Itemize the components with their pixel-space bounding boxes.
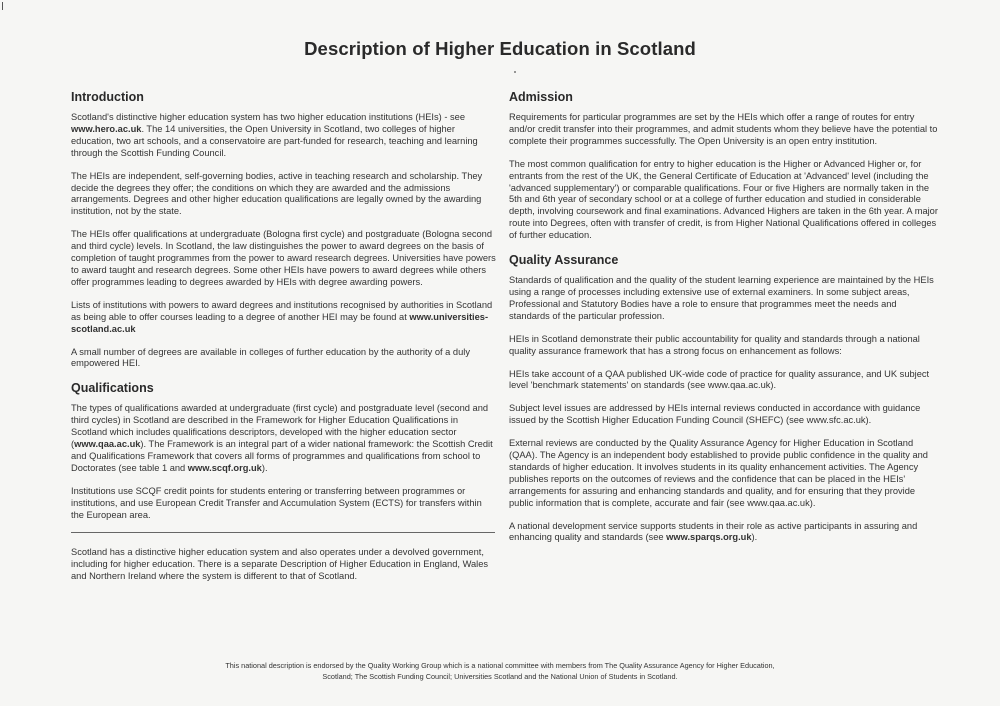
sparqs-link: www.sparqs.org.uk	[666, 532, 752, 543]
introduction-paragraph-3: The HEIs offer qualifications at undergraduate (Bologna first cycle) and postgraduate (Bologna second and third cycle) levels. In Scotland, the law distinguishes the power to award degrees on the basis of completion of taught programmes from the power to award research degrees. Universities have powers to award taught and research degrees. Some other HEIs have powers to award degrees while others offer programmes leading to degrees awarded by HEIs with degree awarding powers.	[71, 229, 496, 287]
text-run: ).	[261, 462, 268, 473]
text-run: ).	[751, 532, 758, 543]
qualifications-paragraph-1	[71, 403, 496, 474]
introduction-section	[71, 90, 496, 370]
universities-scotland-link: www.universities-scotland.ac.uk	[71, 311, 489, 334]
left-column	[71, 90, 496, 594]
quality-assurance-section	[509, 253, 939, 544]
scqf-link: www.scqf.org.uk	[187, 462, 262, 473]
quality-assurance-heading: Quality Assurance	[509, 253, 619, 268]
footer-line-2: Scotland; The Scottish Funding Council; Universities Scotland and the National Union of Students in Scotland.	[322, 671, 678, 681]
introduction-paragraph-4	[71, 300, 496, 336]
devolved-note: Scotland has a distinctive higher education system and also operates under a devolved government, including for higher education. There is a separate Description of Higher Education in England, Wales and Northern Ireland where the system is different to that of Scotland.	[71, 547, 489, 582]
admission-paragraph-2: The most common qualification for entry to higher education is the Higher or Advanced Higher or, for entrants from the rest of the UK, the General Certificate of Education at 'Advanced' level (including the 'advanced supplementary') or comparable qualifications. Four or five Highers are normally taken in the 5th and 6th year of secondary school or at a college of further education and studied in considerable depth, involving coursework and final examinations. Advanced Highers are taken in the 6th year. A major route into Degrees, often with transfer of credit, is from Higher National Qualifications offered in colleges of further education.	[509, 158, 938, 241]
quality-paragraph-6	[509, 521, 939, 545]
introduction-paragraph-2: The HEIs are independent, self-governing bodies, active in teaching research and scholarship. They decide the degrees they offer; the conditions on which they are awarded and the admissions arrangements. Degrees and other higher education qualifications are legally owned by the awarding institution, not by the state.	[71, 170, 483, 217]
qualifications-section	[71, 381, 496, 521]
admission-heading: Admission	[509, 90, 573, 104]
text-run: . The 14 universities, the Open University in Scotland, two colleges of higher education, two art schools, and a conservatoire are part-funded for research, teaching and learning through the Scottish Funding Council.	[71, 123, 478, 158]
right-column	[509, 90, 939, 555]
text-run: ). The Framework is an integral part of a wider national framework: the Scottish Credit and Qualifications Framework that covers all forms of programmes and qualifications from school to Doctorates (see table 1 and	[71, 439, 493, 473]
introduction-paragraph-5: A small number of degrees are available in colleges of further education by the authority of a duly empowered HEI.	[71, 346, 470, 369]
introduction-paragraph-1	[71, 112, 496, 160]
introduction-heading: Introduction	[71, 90, 144, 104]
text-run: Scotland's distinctive higher education system has two higher education institutions (HEIs) - see	[71, 112, 465, 122]
scan-mark	[2, 2, 3, 10]
footer-line-1: This national description is endorsed by the Quality Working Group which is a national committee with members from The Quality Assurance Agency for Higher Education,	[225, 661, 775, 670]
text-run: A national development service supports students in their role as active participants in assuring and enhancing quality and standards (see	[509, 520, 918, 543]
qualifications-paragraph-2: Institutions use SCQF credit points for students entering or transferring between programmes or institutions, and use European Credit Transfer and Accumulation System (ECTS) for transfers within the European area.	[71, 485, 482, 520]
quality-paragraph-4: Subject level issues are addressed by HEIs internal reviews conducted in accordance with guidance issued by the Scottish Higher Education Funding Council (SHEFC) (see www.sfc.ac.uk).	[509, 403, 921, 426]
qaa-link: www.qaa.ac.uk	[74, 439, 141, 450]
page-title: Description of Higher Education in Scotland	[304, 38, 696, 59]
admission-paragraph-1: Requirements for particular programmes are set by the HEIs which offer a range of routes for entry and/or credit transfer into their programmes, and admit students whom they believe have the potential to complete their programmes successfully. The Open University is an open entry institution.	[509, 112, 938, 146]
quality-paragraph-5: External reviews are conducted by the Quality Assurance Agency for Higher Education in Scotland (QAA). The Agency is an independent body established to provide public confidence in the quality and standards of higher education. It involves students in its quality enhancement activities. The Agency publishes reports on the outcomes of reviews and the confidence that can be placed in the HEIs' arrangements for assuring and enhancing standards and quality, and for ensuring that they provide public information that is complete, accurate and fair (see www.qaa.ac.uk).	[509, 438, 928, 508]
divider	[71, 532, 495, 533]
admission-section	[509, 90, 939, 242]
quality-paragraph-2: HEIs in Scotland demonstrate their public accountability for quality and standards through a national quality assurance framework that has a strong focus on enhancement as follows:	[509, 333, 920, 356]
qualifications-heading: Qualifications	[71, 381, 154, 396]
text-run: The types of qualifications awarded at undergraduate (first cycle) and postgraduate level (second and third cycles) in Scotland are described in the Framework for Higher Education Qualifications in Scotland which includes qualifications descriptors, developed with the higher education sector (	[71, 403, 489, 450]
text-run: Lists of institutions with powers to award degrees and institutions recognised by authorities in Scotland as being able to offer courses leading to a degree of another HEI may be found at	[71, 299, 493, 322]
quality-paragraph-3: HEIs take account of a QAA published UK-wide code of practice for quality assurance, and UK subject level 'benchmark statements' on standards (see www.qaa.ac.uk).	[509, 368, 930, 391]
footer-note	[0, 661, 1000, 682]
hero-link: www.hero.ac.uk	[71, 123, 142, 134]
scan-dot	[514, 71, 516, 73]
quality-paragraph-1: Standards of qualification and the quality of the student learning experience are maintained by the HEIs using a range of processes including extensive use of external examiners. In some subject areas, Professional and Statutory Bodies have a role to ensure that programmes meet the needs and standards of the particular profession.	[509, 275, 934, 321]
